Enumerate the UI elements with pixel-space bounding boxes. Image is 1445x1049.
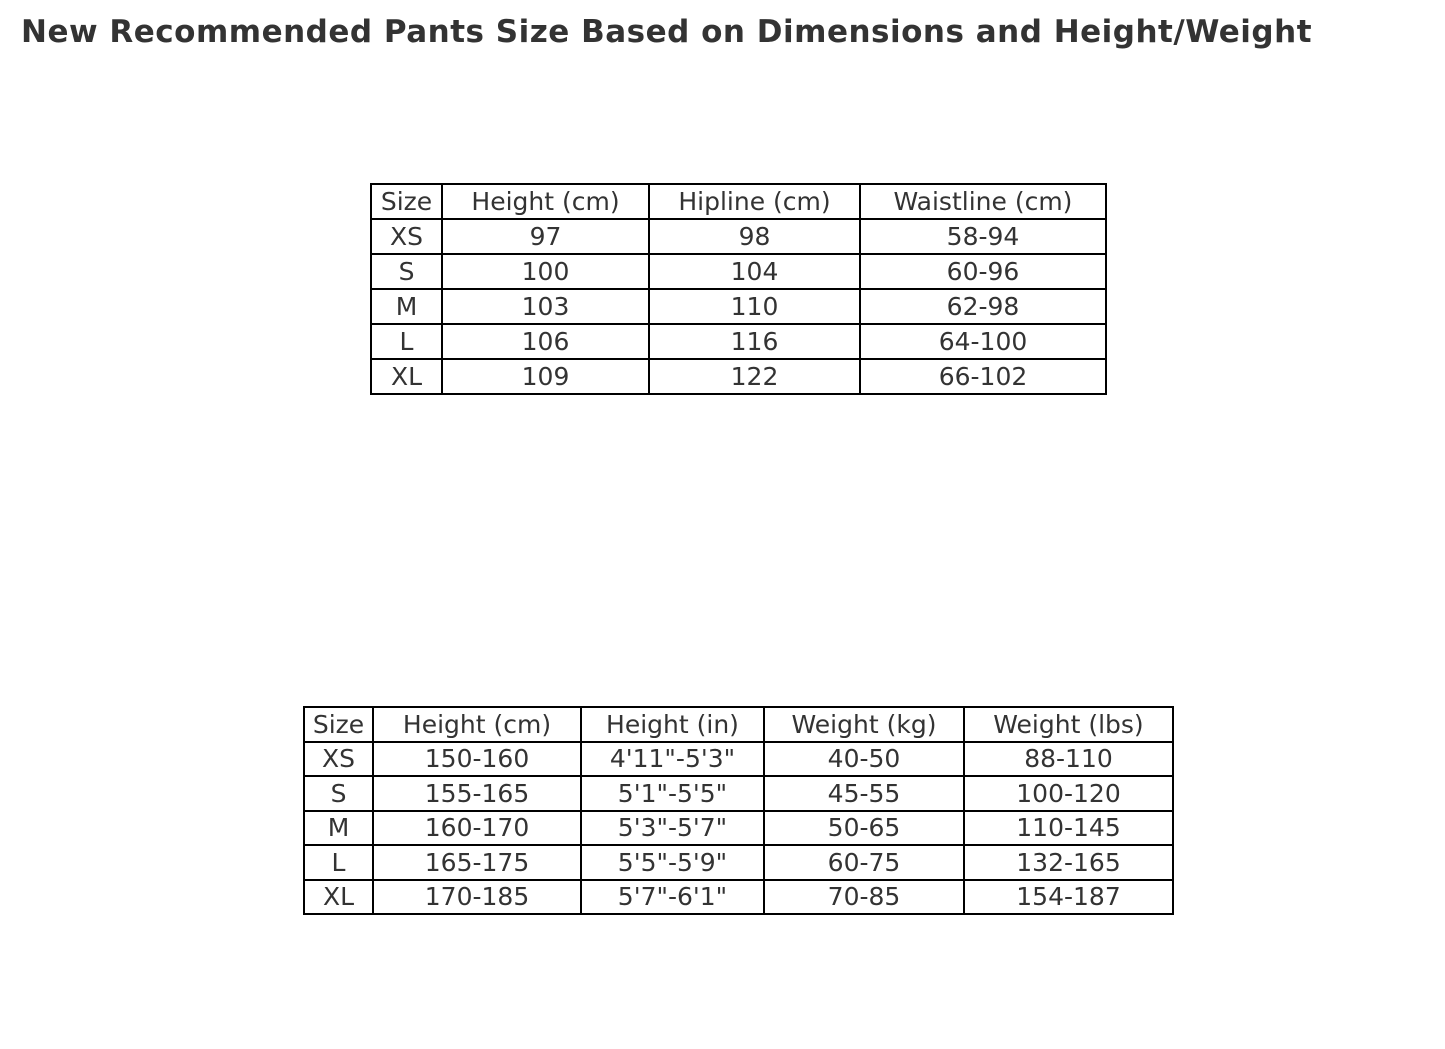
table-row: [371, 219, 1106, 254]
table-cell: 100-120: [964, 776, 1173, 811]
column-header-cell: Weight (kg): [764, 707, 964, 742]
table-cell: 170-185: [373, 880, 581, 915]
height-weight-size-table: [303, 706, 1174, 915]
column-header-cell: Waistline (cm): [860, 184, 1106, 219]
table-cell: 160-170: [373, 811, 581, 846]
table-cell: 165-175: [373, 845, 581, 880]
table-cell: 60-75: [764, 845, 964, 880]
table-cell: 150-160: [373, 742, 581, 777]
table-cell: 88-110: [964, 742, 1173, 777]
table-row: [371, 254, 1106, 289]
table-cell: 40-50: [764, 742, 964, 777]
column-header-cell: Weight (lbs): [964, 707, 1173, 742]
column-header-cell: Height (cm): [442, 184, 649, 219]
table-cell: XS: [304, 742, 373, 777]
table-cell: 103: [442, 289, 649, 324]
table-row: [371, 289, 1106, 324]
table-cell: 97: [442, 219, 649, 254]
column-header-cell: Size: [371, 184, 442, 219]
table-row: [304, 811, 1173, 846]
dimensions-table-body: [371, 219, 1106, 394]
table-cell: 62-98: [860, 289, 1106, 324]
table-cell: 5'5"-5'9": [581, 845, 764, 880]
table-cell: 154-187: [964, 880, 1173, 915]
table-cell: XL: [304, 880, 373, 915]
column-header-cell: Size: [304, 707, 373, 742]
table-cell: 116: [649, 324, 860, 359]
table-cell: 4'11"-5'3": [581, 742, 764, 777]
table-cell: 5'3"-5'7": [581, 811, 764, 846]
table-cell: 98: [649, 219, 860, 254]
table-cell: XL: [371, 359, 442, 394]
table-cell: 5'1"-5'5": [581, 776, 764, 811]
table-cell: 106: [442, 324, 649, 359]
table-cell: L: [304, 845, 373, 880]
table-cell: L: [371, 324, 442, 359]
column-header-cell: Height (in): [581, 707, 764, 742]
table-cell: 5'7"-6'1": [581, 880, 764, 915]
table-cell: 109: [442, 359, 649, 394]
table-cell: 100: [442, 254, 649, 289]
table-cell: 45-55: [764, 776, 964, 811]
table-cell: S: [304, 776, 373, 811]
dimensions-size-table: [370, 183, 1107, 395]
table-cell: 70-85: [764, 880, 964, 915]
table-cell: 110-145: [964, 811, 1173, 846]
column-header-cell: Height (cm): [373, 707, 581, 742]
table-cell: 64-100: [860, 324, 1106, 359]
table-cell: M: [304, 811, 373, 846]
table-cell: 132-165: [964, 845, 1173, 880]
table-row: [371, 359, 1106, 394]
table-row: [304, 742, 1173, 777]
table-cell: 50-65: [764, 811, 964, 846]
table-cell: 104: [649, 254, 860, 289]
table-row: [304, 776, 1173, 811]
table-cell: 60-96: [860, 254, 1106, 289]
table-cell: M: [371, 289, 442, 324]
table-cell: 122: [649, 359, 860, 394]
table-header-row: [371, 184, 1106, 219]
table-row: [304, 880, 1173, 915]
height-weight-table-body: [304, 742, 1173, 915]
table-cell: 58-94: [860, 219, 1106, 254]
table-cell: 66-102: [860, 359, 1106, 394]
table-row: [304, 845, 1173, 880]
table-row: [371, 324, 1106, 359]
column-header-cell: Hipline (cm): [649, 184, 860, 219]
table-cell: 155-165: [373, 776, 581, 811]
table-header-row: [304, 707, 1173, 742]
table-cell: S: [371, 254, 442, 289]
page-title: New Recommended Pants Size Based on Dimensions and Height/Weight: [21, 14, 1313, 50]
table-cell: 110: [649, 289, 860, 324]
table-cell: XS: [371, 219, 442, 254]
